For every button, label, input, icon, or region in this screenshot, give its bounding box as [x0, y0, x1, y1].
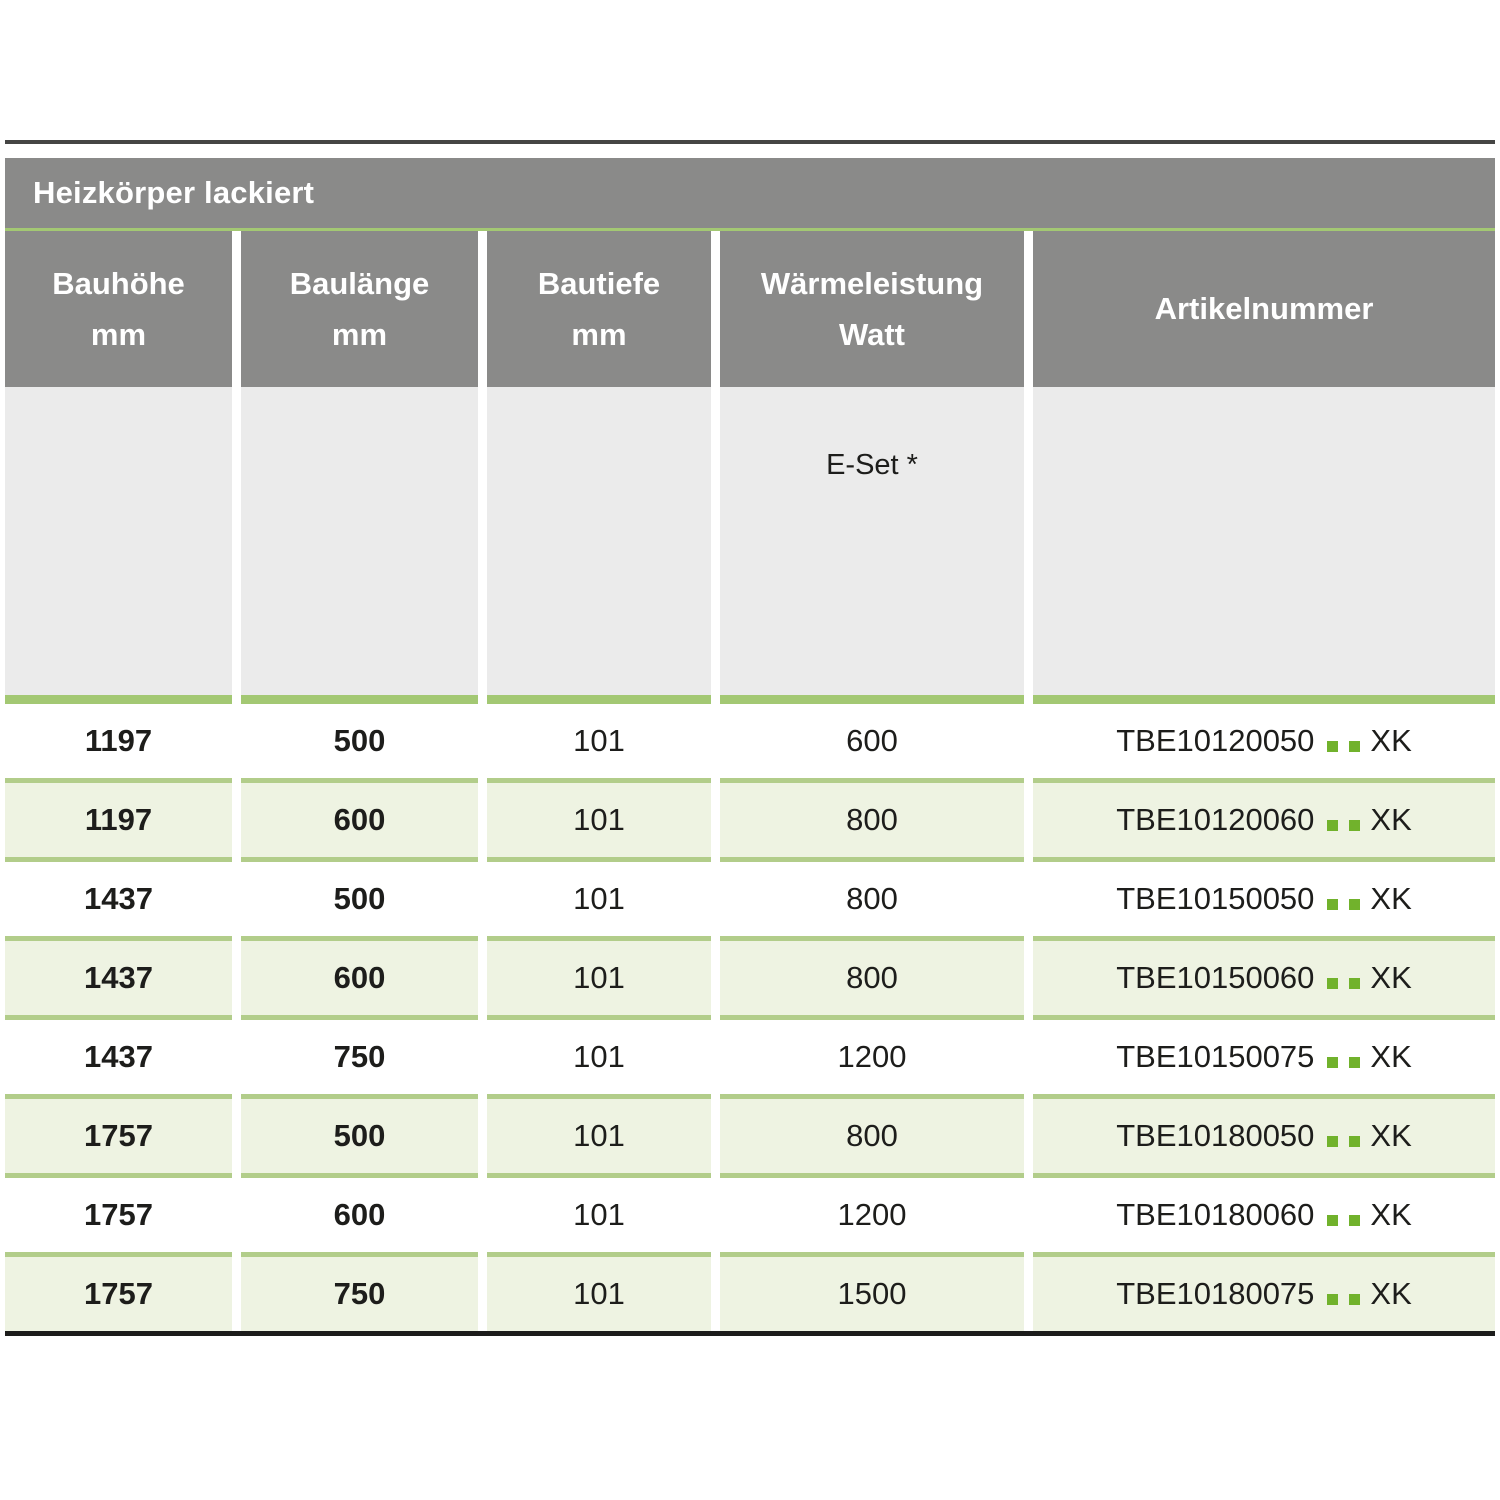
- placeholder-dot-icon: [1349, 978, 1360, 989]
- artikel-prefix: TBE10150060: [1116, 960, 1315, 995]
- subheader-cell: [1033, 387, 1495, 695]
- baulaenge-cell: 750: [241, 1015, 478, 1094]
- placeholder-dot-icon: [1327, 1136, 1338, 1147]
- placeholder-dot-icon: [1349, 1136, 1360, 1147]
- artikel-prefix: TBE10180075: [1116, 1276, 1315, 1311]
- column-header-waermeleistung: [720, 231, 1024, 387]
- artikel-suffix: XK: [1370, 1197, 1412, 1232]
- table-header-row: [5, 231, 1495, 387]
- baulaenge-cell: 600: [241, 778, 478, 857]
- placeholder-dot-icon: [1349, 899, 1360, 910]
- table-row: [5, 1252, 1495, 1331]
- placeholder-dot-icon: [1327, 1294, 1338, 1305]
- table-row: [5, 1094, 1495, 1173]
- table-body: [5, 704, 1495, 1331]
- green-bar-segment: [487, 695, 711, 704]
- green-bar-segment: [720, 695, 1024, 704]
- bautiefe-cell: 101: [487, 1015, 711, 1094]
- bautiefe-cell: 101: [487, 1094, 711, 1173]
- baulaenge-cell: 600: [241, 1173, 478, 1252]
- column-label: Wärmeleistung: [760, 265, 984, 301]
- placeholder-dot-icon: [1327, 1057, 1338, 1068]
- placeholder-dot-icon: [1327, 1215, 1338, 1226]
- artikel-suffix: XK: [1370, 881, 1412, 916]
- placeholder-dot-icon: [1327, 978, 1338, 989]
- bautiefe-cell: 101: [487, 704, 711, 778]
- artikel-suffix: XK: [1370, 723, 1412, 758]
- bauhoehe-cell: 1437: [5, 1015, 232, 1094]
- bautiefe-cell: 101: [487, 778, 711, 857]
- watt-cell: 1200: [720, 1173, 1024, 1252]
- watt-cell: 800: [720, 857, 1024, 936]
- column-header-bautiefe: [487, 231, 711, 387]
- bauhoehe-cell: 1437: [5, 857, 232, 936]
- watt-cell: 1200: [720, 1015, 1024, 1094]
- column-label: Baulänge: [289, 265, 430, 301]
- artikel-suffix: XK: [1370, 1276, 1412, 1311]
- placeholder-dot-icon: [1349, 1294, 1360, 1305]
- green-bar-segment: [5, 695, 232, 704]
- artikel-prefix: TBE10180060: [1116, 1197, 1315, 1232]
- artikelnummer-cell: [1033, 778, 1495, 857]
- placeholder-dot-icon: [1349, 1057, 1360, 1068]
- watt-cell: 800: [720, 778, 1024, 857]
- bauhoehe-cell: 1757: [5, 1252, 232, 1331]
- artikel-suffix: XK: [1370, 802, 1412, 837]
- table-title-bar: [5, 158, 1495, 228]
- table-subheader-row: [5, 387, 1495, 695]
- column-label: Bautiefe: [537, 265, 661, 301]
- subheader-cell: [487, 387, 711, 695]
- column-header-bauhoehe: [5, 231, 232, 387]
- bautiefe-cell: 101: [487, 1173, 711, 1252]
- artikel-prefix: TBE10180050: [1116, 1118, 1315, 1153]
- table-bottom-rule: [5, 1331, 1495, 1336]
- artikelnummer-cell: [1033, 1252, 1495, 1331]
- placeholder-dot-icon: [1327, 820, 1338, 831]
- placeholder-dot-icon: [1349, 741, 1360, 752]
- section-divider-rule: [5, 140, 1495, 144]
- artikel-prefix: TBE10120060: [1116, 802, 1315, 837]
- column-unit: Watt: [839, 317, 905, 352]
- baulaenge-cell: 500: [241, 857, 478, 936]
- bauhoehe-cell: 1437: [5, 936, 232, 1015]
- watt-cell: 600: [720, 704, 1024, 778]
- bautiefe-cell: 101: [487, 857, 711, 936]
- table-row: [5, 1015, 1495, 1094]
- column-header-baulaenge: [241, 231, 478, 387]
- baulaenge-cell: 750: [241, 1252, 478, 1331]
- table-row: [5, 704, 1495, 778]
- watt-cell: 1500: [720, 1252, 1024, 1331]
- artikelnummer-cell: [1033, 857, 1495, 936]
- baulaenge-cell: 500: [241, 1094, 478, 1173]
- baulaenge-cell: 600: [241, 936, 478, 1015]
- column-unit: mm: [571, 317, 627, 352]
- artikel-suffix: XK: [1370, 1039, 1412, 1074]
- artikel-suffix: XK: [1370, 1118, 1412, 1153]
- table-row: [5, 936, 1495, 1015]
- artikel-prefix: TBE10150075: [1116, 1039, 1315, 1074]
- green-divider-bar: [5, 695, 1495, 704]
- bauhoehe-cell: 1197: [5, 778, 232, 857]
- table-row: [5, 857, 1495, 936]
- watt-cell: 800: [720, 936, 1024, 1015]
- table-row: [5, 1173, 1495, 1252]
- bauhoehe-cell: 1197: [5, 704, 232, 778]
- watt-cell: 800: [720, 1094, 1024, 1173]
- artikel-prefix: TBE10120050: [1116, 723, 1315, 758]
- bauhoehe-cell: 1757: [5, 1173, 232, 1252]
- artikelnummer-cell: [1033, 1015, 1495, 1094]
- artikelnummer-cell: [1033, 1173, 1495, 1252]
- placeholder-dot-icon: [1349, 1215, 1360, 1226]
- subheader-cell: [5, 387, 232, 695]
- artikel-prefix: TBE10150050: [1116, 881, 1315, 916]
- subheader-cell: [241, 387, 478, 695]
- column-label: Bauhöhe: [52, 265, 185, 301]
- bautiefe-cell: 101: [487, 1252, 711, 1331]
- artikelnummer-cell: [1033, 936, 1495, 1015]
- artikelnummer-cell: [1033, 704, 1495, 778]
- placeholder-dot-icon: [1327, 899, 1338, 910]
- bauhoehe-cell: 1757: [5, 1094, 232, 1173]
- table-title: Heizkörper lackiert: [33, 175, 315, 210]
- placeholder-dot-icon: [1349, 820, 1360, 831]
- placeholder-dot-icon: [1327, 741, 1338, 752]
- subheader-cell-e-set: [720, 387, 1024, 695]
- column-unit: mm: [331, 317, 388, 352]
- e-set-label: E-Set *: [826, 449, 918, 481]
- green-bar-segment: [1033, 695, 1495, 704]
- product-table: [5, 158, 1495, 1336]
- green-bar-segment: [241, 695, 478, 704]
- column-header-artikelnummer: [1033, 231, 1495, 387]
- artikel-suffix: XK: [1370, 960, 1412, 995]
- baulaenge-cell: 500: [241, 704, 478, 778]
- table-row: [5, 778, 1495, 857]
- bautiefe-cell: 101: [487, 936, 711, 1015]
- column-unit: mm: [90, 317, 147, 352]
- artikelnummer-cell: [1033, 1094, 1495, 1173]
- column-label: Artikelnummer: [1154, 291, 1374, 327]
